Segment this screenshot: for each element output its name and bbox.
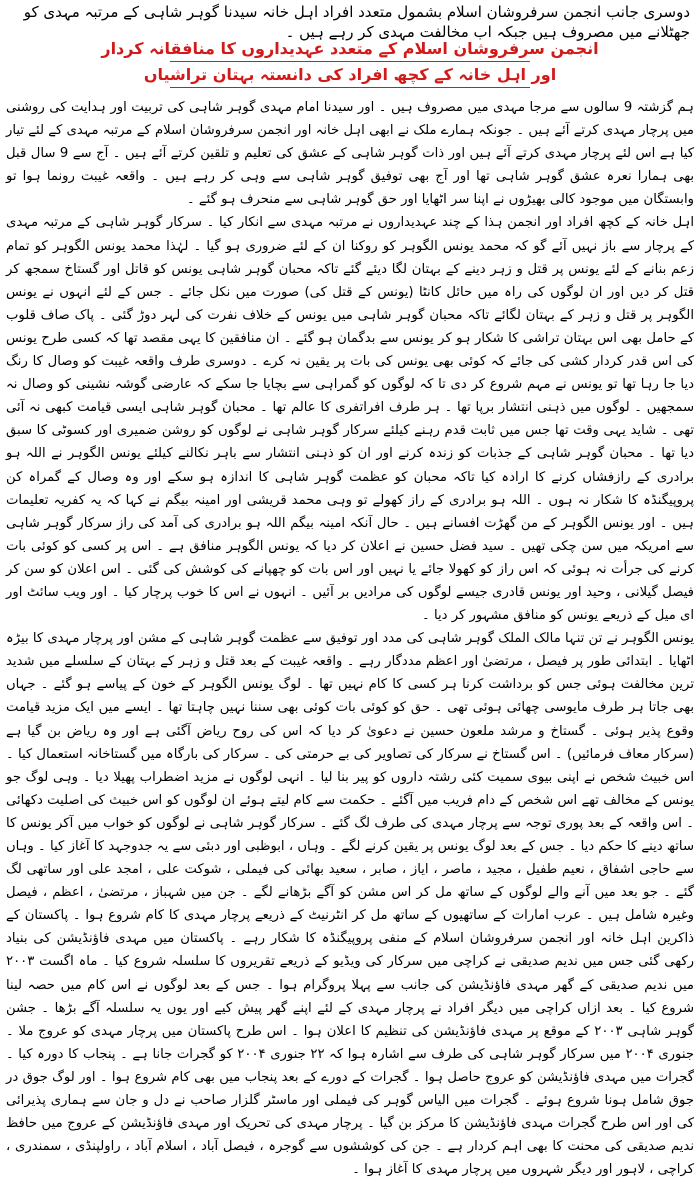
- headline-primary: [0, 38, 700, 62]
- paragraph: اہل خانہ کے کچھ افراد اور انجمن ہذا کے چند عہدیداروں نے مرتبہ مہدی سے انکار کیا ۔ سرکار گوہر شاہی کے مرتبہ مہدی کے پرچار سے باز نہیں آئے گو کہ محمد یونس الگوہر کو روکنا ان کے لئے ضروری ہو گیا ۔ لہٰذا محمد یونس الگوہر کو تمام زعم بنانے کے لئے یونس پر قتل و زہر دینے کے بہتان لگا دیئے گئے تاکہ محبان گوہر شاہی یونس کو قاتل اور گستاخ سمجھ کر قتل کر دیں اور ان لوگوں کی راہ میں حائل کانٹا (یونس کے قتل کی) صورت میں نکل جائے ۔ جس کے لئے انہوں نے یونس الگوہر پر قتل و زہر کے بہتان لگائے تاکہ محبان گوہر شاہی میں یونس کے خلاف نفرت کی لہر دوڑ گئی ۔ پاک صاف قلوب کے حامل بھی اس بہتان تراشی کا شکار ہو کر یونس سے بدگمان ہو گئے ۔ ان منافقین کا یہی مقصد تھا کہ کسی طرح یونس کی اس قدر کردار کشی کی جائے کہ کوئی بھی یونس کی بات پر یقین نہ کرے ۔ دوسری طرف واقعہ غیبت کو وصال کا رنگ دیا جا رہا تھا تو یونس نے مہم شروع کر دی تا کہ لوگوں کو گمراہی سے بچایا جا سکے کہ عارضی گوشہ نشینی کو وصال نہ سمجھیں ۔ لوگوں میں ذہنی انتشار برپا تھا ۔ ہر طرف افراتفری کا عالم تھا ۔ محبان گوہر شاہی ایسی قیامت کبھی نہ آئی تھی ۔ شاید یہی وقت تھا جس میں ثابت قدم رہنے کیلئے سرکار گوہر شاہی نے لوگوں کو روشن ضمیری اور کسوٹی کا سبق دیا تھا ۔ محبان گوہر شاہی کے جذبات کو زندہ کرنے اور ان کو ذہنی انتشار سے باہر نکالنے کیلئے یونس الگوہر نے اللہ ہو برادری کے رازفشاں کرنے کا ارادہ کیا تاکہ محبان کو عظمت گوہر شاہی کا اندازہ ہو سکے اور وہ وصال کے گمراہ کن پروپیگنڈہ کا شکار نہ ہوں ۔ اللہ ہو برادری کے راز کھولے تو وہی محمد قریشی اور امینہ بیگم نے کہا کہ یہ کفریہ تعلیمات ہیں ۔ اور یونس الگوہر کے من گھڑت افسانے ہیں ۔ حال آنکہ امینہ بیگم اللہ ہو برادری کی آمد کی راز سرکار گوہر شاہی سے امریکہ میں سن چکی تھیں ۔ سید فضل حسین نے اعلان کر دیا کہ یونس الگوہر منافق ہے ۔ اس پر کسی کو کوئی بات کرنے کی جرأت نہ ہوئی کہ اس راز کو کھولا جائے یا نہیں اور اس بات کو چھپانے کی کوشش کی گئی ۔ اس اعلان کو سن کر فیصل گیلانی ، وحید اور یونس قادری جیسے لوگوں کی مرادیں بر آئیں ۔ انہوں نے اس کا خوب پرچار کیا ۔ اور ویب سائٹ اور ای میل کے ذریعے یونس کو منافق مشہور کر دیا ۔: [6, 215, 694, 624]
- paragraph: ہم گزشتہ 9 سالوں سے مرجا مہدی میں مصروف ہیں ۔ اور سیدنا امام مہدی گوہر شاہی کی تربیت اور ہدایت کی روشنی میں پرچار مہدی کرتے آئے ہیں ۔ جونکہ ہمارے ملک نے ابھی اہل خانہ اور انجمن سرفروشان اسلام کے مرتبہ مہدی کے لئے تیار کیا ہے اس لئے پرچار مہدی کرتے آئے ہیں اور ذات گوہر شاہی کے عشق کی تعلیم و تلقین کرتے آئے ہیں ۔ آج سے 9 سال قبل بھی ہمارا نعرہ عشق گوہر شاہی تھا اور آج بھی توفیق گوہر شاہی سے وہی کر رہے ہیں ۔ واقعہ غیبت رونما ہوا تو وابستگان میں موجود کالی بھیڑوں نے اپنا سر اٹھایا اور حق گوہر شاہی سے منحرف ہو گئے ۔: [6, 100, 695, 208]
- article-body: [6, 96, 695, 1178]
- headline-underline: [170, 87, 530, 88]
- headline-secondary: [0, 64, 700, 88]
- intro-line: دوسری جانب انجمن سرفروشان اسلام بشمول متعدد افراد اہل خانہ سیدنا گوہر شاہی کے مرتبہ مہدی کو جھٹلانے میں مصروف ہیں جبکہ اب مخالفت مہدی کر رہے ہیں ۔: [23, 3, 690, 41]
- headline-secondary-text: اور اہل خانہ کے کچھ افراد کی دانستہ بہتان تراشیاں: [143, 65, 557, 84]
- headline-underline: [170, 61, 530, 62]
- paragraph: یونس الگوہر نے تن تنہا مالک الملک گوہر شاہی کی مدد اور توفیق سے عظمت گوہر شاہی کے مشن اور پرچار مہدی کا بیڑہ اٹھایا ۔ ابتدائی طور پر فیصل ، مرتضیٰ اور اعظم مددگار رہے ۔ واقعہ غیبت کے بعد قتل و زہر کے بہتان کے سلسلے میں شدید ترین مخالفت ہوئی جس کو برداشت کرنا ہر کسی کا کام نہیں تھا ۔ لوگ یونس الگوہر کے خون کے پیاسے ہو گئے ۔ جہاں بھی جاتا ہر طرف مایوسی چھائی ہوئی تھی ۔ حق کو کوئی بات کوئی بھی سننا نہیں چاہتا تھا ۔ ایسے میں ایک مزید قیامت وقوع پذیر ہوئی ۔ گستاخ و مرشد ملعون حسین نے دعویٰ کر دیا کہ اس کی روح ریاض آگئی ہے اور وہ ریاض بن گیا ہے (سرکار معاف فرمائیں) ۔ اس گستاخ نے سرکار کی تصاویر کی بے حرمتی کی ۔ سرکار کی بارگاہ میں گستاخانہ استعمال کیا ۔ اس خبیث شخص نے اپنی بیوی سمیت کئی رشتہ داروں کو پیر بنا لیا ۔ انہی لوگوں نے مزید اضطراب پھیلا دیا ۔ وہی لوگ جو یونس کے مخالف تھے اس شخص کے دام فریب میں آگئے ۔ حکمت سے کام لیتے ہوئے ان لوگوں کو اس خبیث کی اصلیت دکھائی ۔ اس واقعہ کے بعد پوری توجہ سے پرچار مہدی کی طرف لگ گئے ۔ سرکار گوہر شاہی نے لوگوں کو خواب میں آکر یونس کا ساتھ دینے کا حکم دیا ۔ جس کے بعد لوگ یونس پر یقین کرنے لگے ۔ وہاں ، ابوظبی اور دبئی سے یہ جدوجہد کا آغاز کیا ۔ وہاں سے حاجی اشفاق ، نعیم طفیل ، مجید ، ماصر ، ایاز ، صابر ، سعید بھائی کی فیملی ، شوکت علی ، امجد علی اور ساتھی لگ گئے ۔ جو بعد میں آنے والے لوگوں کے ساتھ مل کر اس مشن کو آگے بڑھانے لگے ۔ جن میں شہباز ، مرتضیٰ ، اعظم ، فیصل وغیرہ شامل ہیں ۔ عرب امارات کے ساتھیوں کے ساتھ مل کر انٹرنیٹ کے ذریعے پرچار مہدی کا کام شروع ہوا ۔ پاکستان کے ذاکرین اہل خانہ اور انجمن سرفروشان اسلام کے منفی پروپیگنڈہ کا شکار رہے ۔ پاکستان میں مہدی فاؤنڈیشن کی بنیاد رکھی گئی جس میں ندیم صدیقی نے کراچی میں سرکار کی ویڈیو کے ذریعے تقریروں کا سلسلہ شروع کیا ۔ ماہ اگست ۲۰۰۳ میں ندیم صدیقی کے گھر مہدی فاؤنڈیشن کی جانب سے پہلا پروگرام ہوا ۔ جس کے بعد لوگوں نے اس کام میں حصہ لینا شروع کیا ۔ بعد ازاں کراچی میں دیگر افراد نے پرچار مہدی کے لئے اپنے گھر پیش کیے اور یوں یہ سلسلہ آگے بڑھا ۔ جشن گوہر شاہی ۲۰۰۳ کے موقع پر مہدی فاؤنڈیشن کی تنظیم کا اعلان ہوا ۔ اس طرح پاکستان میں پرچار مہدی کو عروج ملا ۔ جنوری ۲۰۰۴ میں سرکار گوہر شاہی کی طرف سے اشارہ ہوا کہ ۲۲ جنوری ۲۰۰۴ کو گجرات جانا ہے ۔ پنجاب کا دورہ کیا ۔ گجرات میں مہدی فاؤنڈیشن کو عروج حاصل ہوا ۔ گجرات کے دورے کے بعد پنجاب میں بھی کام شروع ہوا ۔ اور لوگ جوق در جوق شامل ہونا شروع ہوئے ۔ گجرات میں الیاس گوہر کی فیملی اور ماسٹر گلزار صاحب نے دل و جان سے ہماری پذیرائی کی اور اس طرح گجرات مہدی فاؤنڈیشن کا مرکز بن گیا ۔ پرچار مہدی کی تحریک اور مہدی فاؤنڈیشن کے عروج میں حافظ ندیم صدیقی کی محنت کا بھی اہم کردار ہے ۔ جن کی کوششوں سے گوجرہ ، فیصل آباد ، اسلام آباد ، راولپنڈی ، سمندری ، کراچی ، لاہور اور دیگر شہروں میں پرچار مہدی کا آغاز ہوا ۔: [6, 631, 694, 1178]
- headline-primary-text: انجمن سرفروشان اسلام کے متعدد عہدیداروں کا منافقانہ کردار: [101, 39, 599, 58]
